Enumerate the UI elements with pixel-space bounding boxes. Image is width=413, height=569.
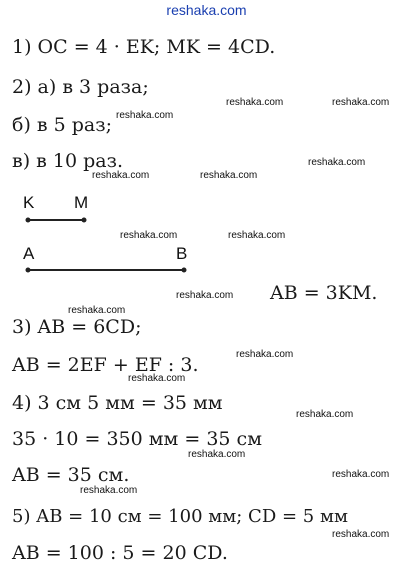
point-b [182,268,187,273]
watermark: reshaka.com [176,290,234,301]
answer-line-1: 1) OC = 4 · EK; MK = 4CD. [12,36,276,58]
point-a [26,268,31,273]
label-k: K [23,193,35,212]
answer-line-3b: AB = 2EF + EF : 3. [12,354,199,376]
label-a: A [23,244,35,263]
watermark: reshaka.com [200,170,258,181]
watermark: reshaka.com [296,409,354,420]
watermark: reshaka.com [188,449,246,460]
watermark: reshaka.com [128,373,186,384]
answer-line-3: 3) AB = 6CD; [12,316,142,338]
watermark: reshaka.com [228,230,286,241]
answer-line-5: 5) AB = 10 см = 100 мм; CD = 5 мм [12,506,348,527]
watermark: reshaka.com [120,230,178,241]
watermark: reshaka.com [68,305,126,316]
watermark: reshaka.com [226,97,284,108]
answer-line-2a: 2) а) в 3 раза; [12,76,149,98]
watermark: reshaka.com [332,469,390,480]
label-m: M [74,193,89,212]
point-k [26,218,31,223]
watermark: reshaka.com [332,529,390,540]
answer-line-2b: б) в 5 раз; [12,114,113,136]
watermark: reshaka.com [308,157,366,168]
watermark: reshaka.com [116,110,174,121]
answer-line-4b: 35 · 10 = 350 мм = 35 см [12,428,262,450]
answer-line-4: 4) 3 см 5 мм = 35 мм [12,392,223,414]
point-m [82,218,87,223]
watermark: reshaka.com [332,97,390,108]
answer-line-4c: AB = 35 см. [12,464,130,486]
watermark: reshaka.com [92,170,150,181]
answer-line-2c: в) в 10 раз. [12,150,123,172]
label-b: B [176,244,188,263]
watermark: reshaka.com [236,349,294,360]
answer-line-ab-3km: AB = 3KM. [270,282,378,304]
site-logo[interactable]: reshaka.com [166,2,247,18]
answer-line-5b: AB = 100 : 5 = 20 CD. [12,542,228,564]
watermark: reshaka.com [80,485,138,496]
